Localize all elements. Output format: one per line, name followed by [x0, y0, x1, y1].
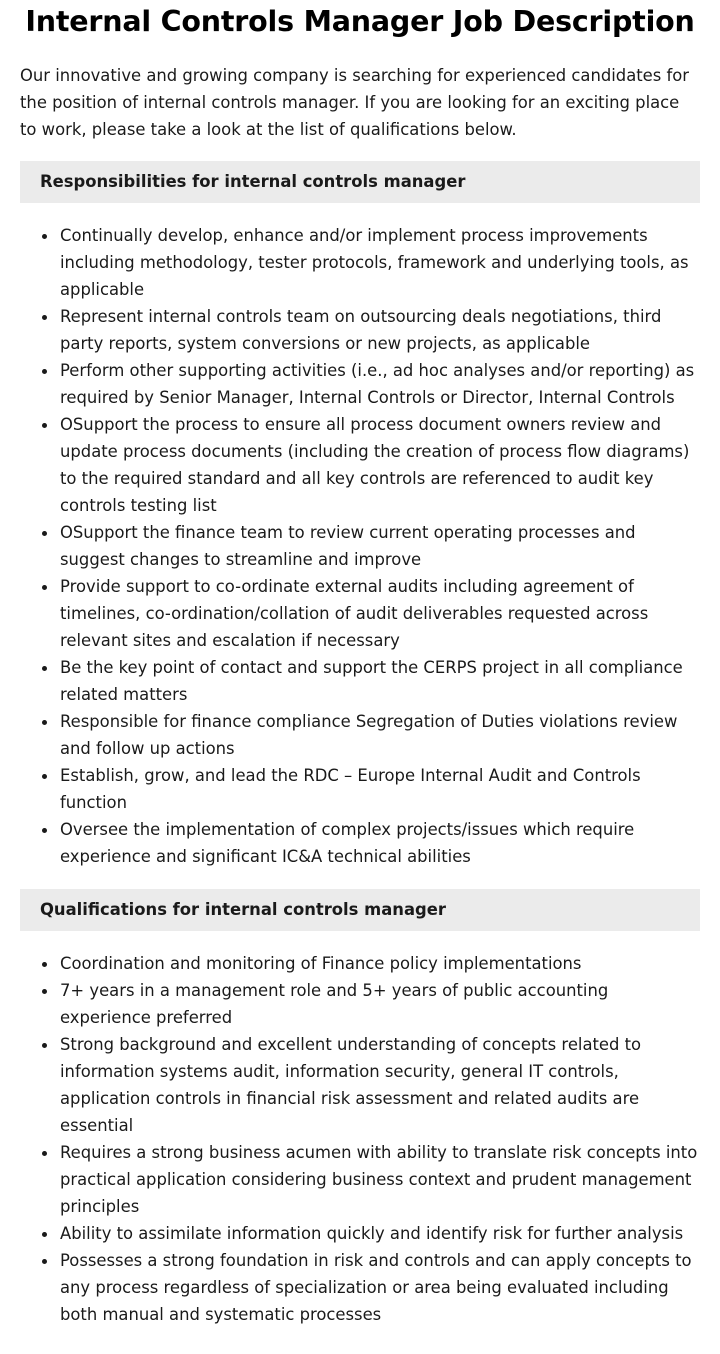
list-item: Ability to assimilate information quickly and identify risk for further analysis — [60, 1220, 700, 1247]
list-item: OSupport the finance team to review current operating processes and suggest changes to streamline and improve — [60, 519, 700, 573]
list-item: Establish, grow, and lead the RDC – Europe Internal Audit and Controls function — [60, 762, 700, 816]
list-item: Possesses a strong foundation in risk and controls and can apply concepts to any process regardless of specialization or area being evaluated including both manual and systematic processes — [60, 1247, 700, 1328]
list-item: Requires a strong business acumen with ability to translate risk concepts into practical application considering business context and prudent management principles — [60, 1139, 700, 1220]
list-item: OSupport the process to ensure all process document owners review and update process documents (including the creation of process flow diagrams) to the required standard and all key controls are referenced to audit key controls testing list — [60, 411, 700, 519]
list-item: 7+ years in a management role and 5+ years of public accounting experience preferred — [60, 977, 700, 1031]
list-item: Provide support to co-ordinate external audits including agreement of timelines, co-ordination/collation of audit deliverables requested across relevant sites and escalation if necessary — [60, 573, 700, 654]
qualifications-list — [20, 950, 700, 1328]
qualifications-heading: Qualifications for internal controls manager — [20, 889, 700, 931]
list-item: Continually develop, enhance and/or implement process improvements including methodology, tester protocols, framework and underlying tools, as applicable — [60, 222, 700, 303]
list-item: Oversee the implementation of complex projects/issues which require experience and significant IC&A technical abilities — [60, 816, 700, 870]
list-item: Be the key point of contact and support the CERPS project in all compliance related matters — [60, 654, 700, 708]
list-item: Responsible for finance compliance Segregation of Duties violations review and follow up actions — [60, 708, 700, 762]
list-item: Coordination and monitoring of Finance policy implementations — [60, 950, 700, 977]
list-item: Represent internal controls team on outsourcing deals negotiations, third party reports, system conversions or new projects, as applicable — [60, 303, 700, 357]
responsibilities-heading: Responsibilities for internal controls manager — [20, 161, 700, 203]
responsibilities-list — [20, 222, 700, 870]
list-item: Perform other supporting activities (i.e., ad hoc analyses and/or reporting) as required by Senior Manager, Internal Controls or Director, Internal Controls — [60, 357, 700, 411]
intro-paragraph: Our innovative and growing company is searching for experienced candidates for the position of internal controls manager. If you are looking for an exciting place to work, please take a look at the list of qualifications below. — [20, 66, 690, 139]
list-item: Strong background and excellent understanding of concepts related to information systems audit, information security, general IT controls, application controls in financial risk assessment and related audits are essential — [60, 1031, 700, 1139]
page-title: Internal Controls Manager Job Description — [25, 5, 695, 38]
